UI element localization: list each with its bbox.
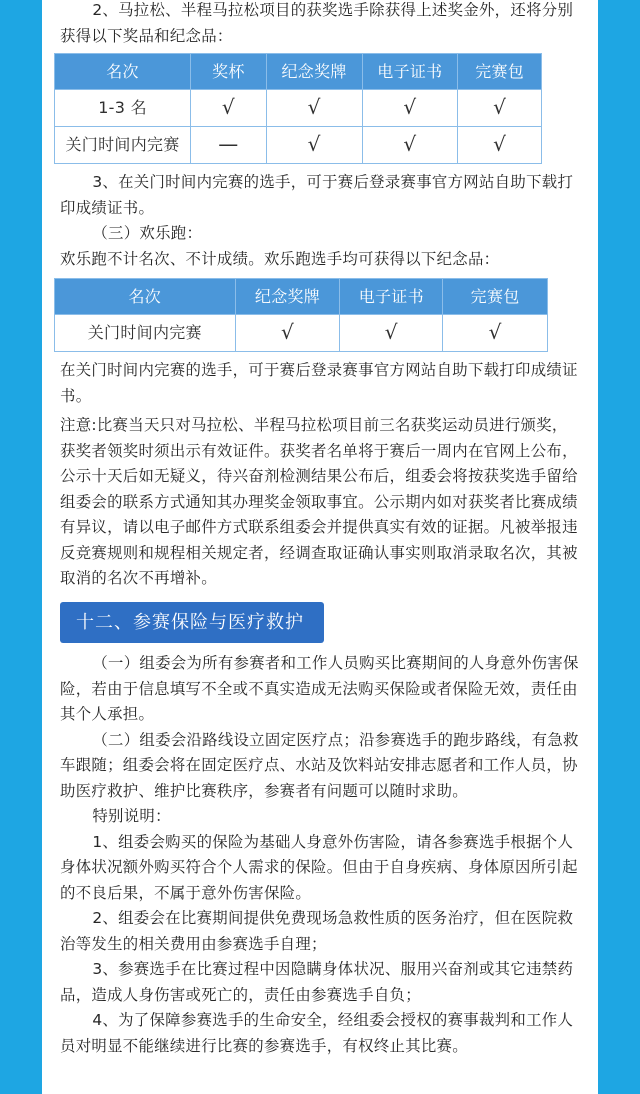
table-cell: 1-3 名 — [55, 90, 191, 127]
table-cell: 关门时间内完赛 — [55, 315, 236, 352]
table-cell: √ — [266, 90, 362, 127]
section-heading: 十二、参赛保险与医疗救护 — [60, 602, 324, 644]
table-cell: — — [191, 127, 267, 164]
table-row — [55, 90, 542, 127]
note-paragraph: 注意:比赛当天只对马拉松、半程马拉松项目前三名获奖运动员进行颁奖，获奖者领奖时须出示有效证件。获奖者名单将于赛后一周内在官网上公布，公示十天后如无疑义，待兴奋剂检测结果公布后，组委会将按获奖选手留给组委会的联系方式通知其办理奖金领取事宜。公示期内如对获奖者比赛成绩有异议，请以电子邮件方式联系组委会并提供真实有效的证据。凡被举报违反竞赛规则和规程相关规定者，经调查取证确认事实则取消录取名次，其被取消的名次不再增补。 — [60, 416, 578, 587]
prize-table-header — [55, 54, 542, 90]
special-notes-title: 特别说明： — [92, 807, 171, 825]
table-header-cell: 名次 — [55, 54, 191, 90]
fun-run-table-header — [55, 279, 548, 315]
fun-run-table — [54, 278, 548, 352]
table-cell: √ — [362, 90, 458, 127]
document-page — [42, 0, 598, 1094]
table-cell: √ — [266, 127, 362, 164]
table-header-cell: 电子证书 — [362, 54, 458, 90]
prizes-intro-paragraph: 2、马拉松、半程马拉松项目的获奖选手除获得上述奖金外，还将分别获得以下奖品和纪念品： — [60, 1, 574, 45]
list-item: 3、参赛选手在比赛过程中因隐瞒身体状况、服用兴奋剂或其它违禁药品，造成人身伤害或死亡的，责任由参赛选手自负； — [60, 960, 574, 1004]
table-header-cell: 名次 — [55, 279, 236, 315]
certificate-paragraph: 3、在关门时间内完赛的选手，可于赛后登录赛事官方网站自助下载打印成绩证书。 — [60, 173, 574, 217]
table-cell: √ — [191, 90, 267, 127]
table-cell: √ — [235, 315, 340, 352]
table-header-cell: 完赛包 — [458, 54, 542, 90]
table-header-cell: 完赛包 — [443, 279, 548, 315]
table-header-cell: 奖杯 — [191, 54, 267, 90]
medical-paragraph: （二）组委会沿路线设立固定医疗点；沿参赛选手的跑步路线，有急救车跟随；组委会将在固定医疗点、水站及饮料站安排志愿者和工作人员，协助医疗救护、维护比赛秩序，参赛者有问题可以随时求助。 — [60, 730, 579, 800]
table-cell: √ — [458, 90, 542, 127]
table-cell: √ — [458, 127, 542, 164]
table-header-cell: 纪念奖牌 — [235, 279, 340, 315]
insurance-paragraph: （一）组委会为所有参赛者和工作人员购买比赛期间的人身意外伤害保险，若由于信息填写不全或不真实造成无法购买保险或者保险无效，责任由其个人承担。 — [60, 654, 579, 723]
table-cell: √ — [340, 315, 443, 352]
table-row — [55, 127, 542, 164]
certificate-paragraph-2: 在关门时间内完赛的选手，可于赛后登录赛事官方网站自助下载打印成绩证书。 — [60, 361, 578, 405]
table-cell: √ — [443, 315, 548, 352]
list-item: 4、为了保障参赛选手的生命安全，经组委会授权的赛事裁判和工作人员对明显不能继续进行比赛的参赛选手，有权终止其比赛。 — [60, 1011, 574, 1055]
prize-table — [54, 53, 542, 164]
document-content — [42, 0, 598, 1059]
table-cell: √ — [362, 127, 458, 164]
table-header-cell: 电子证书 — [340, 279, 443, 315]
list-item: 1、组委会购买的保险为基础人身意外伤害险，请各参赛选手根据个人身体状况额外购买符合个人需求的保险。但由于自身疾病、身体原因所引起的不良后果，不属于意外伤害保险。 — [60, 832, 578, 902]
table-row — [55, 315, 548, 352]
fun-run-title: （三）欢乐跑： — [92, 224, 203, 242]
list-item: 2、组委会在比赛期间提供免费现场急救性质的医务治疗，但在医院救治等发生的相关费用由参赛选手自理； — [60, 909, 574, 953]
table-cell: 关门时间内完赛 — [55, 127, 191, 164]
fun-run-description: 欢乐跑不计名次、不计成绩。欢乐跑选手均可获得以下纪念品： — [60, 249, 500, 268]
table-header-cell: 纪念奖牌 — [266, 54, 362, 90]
